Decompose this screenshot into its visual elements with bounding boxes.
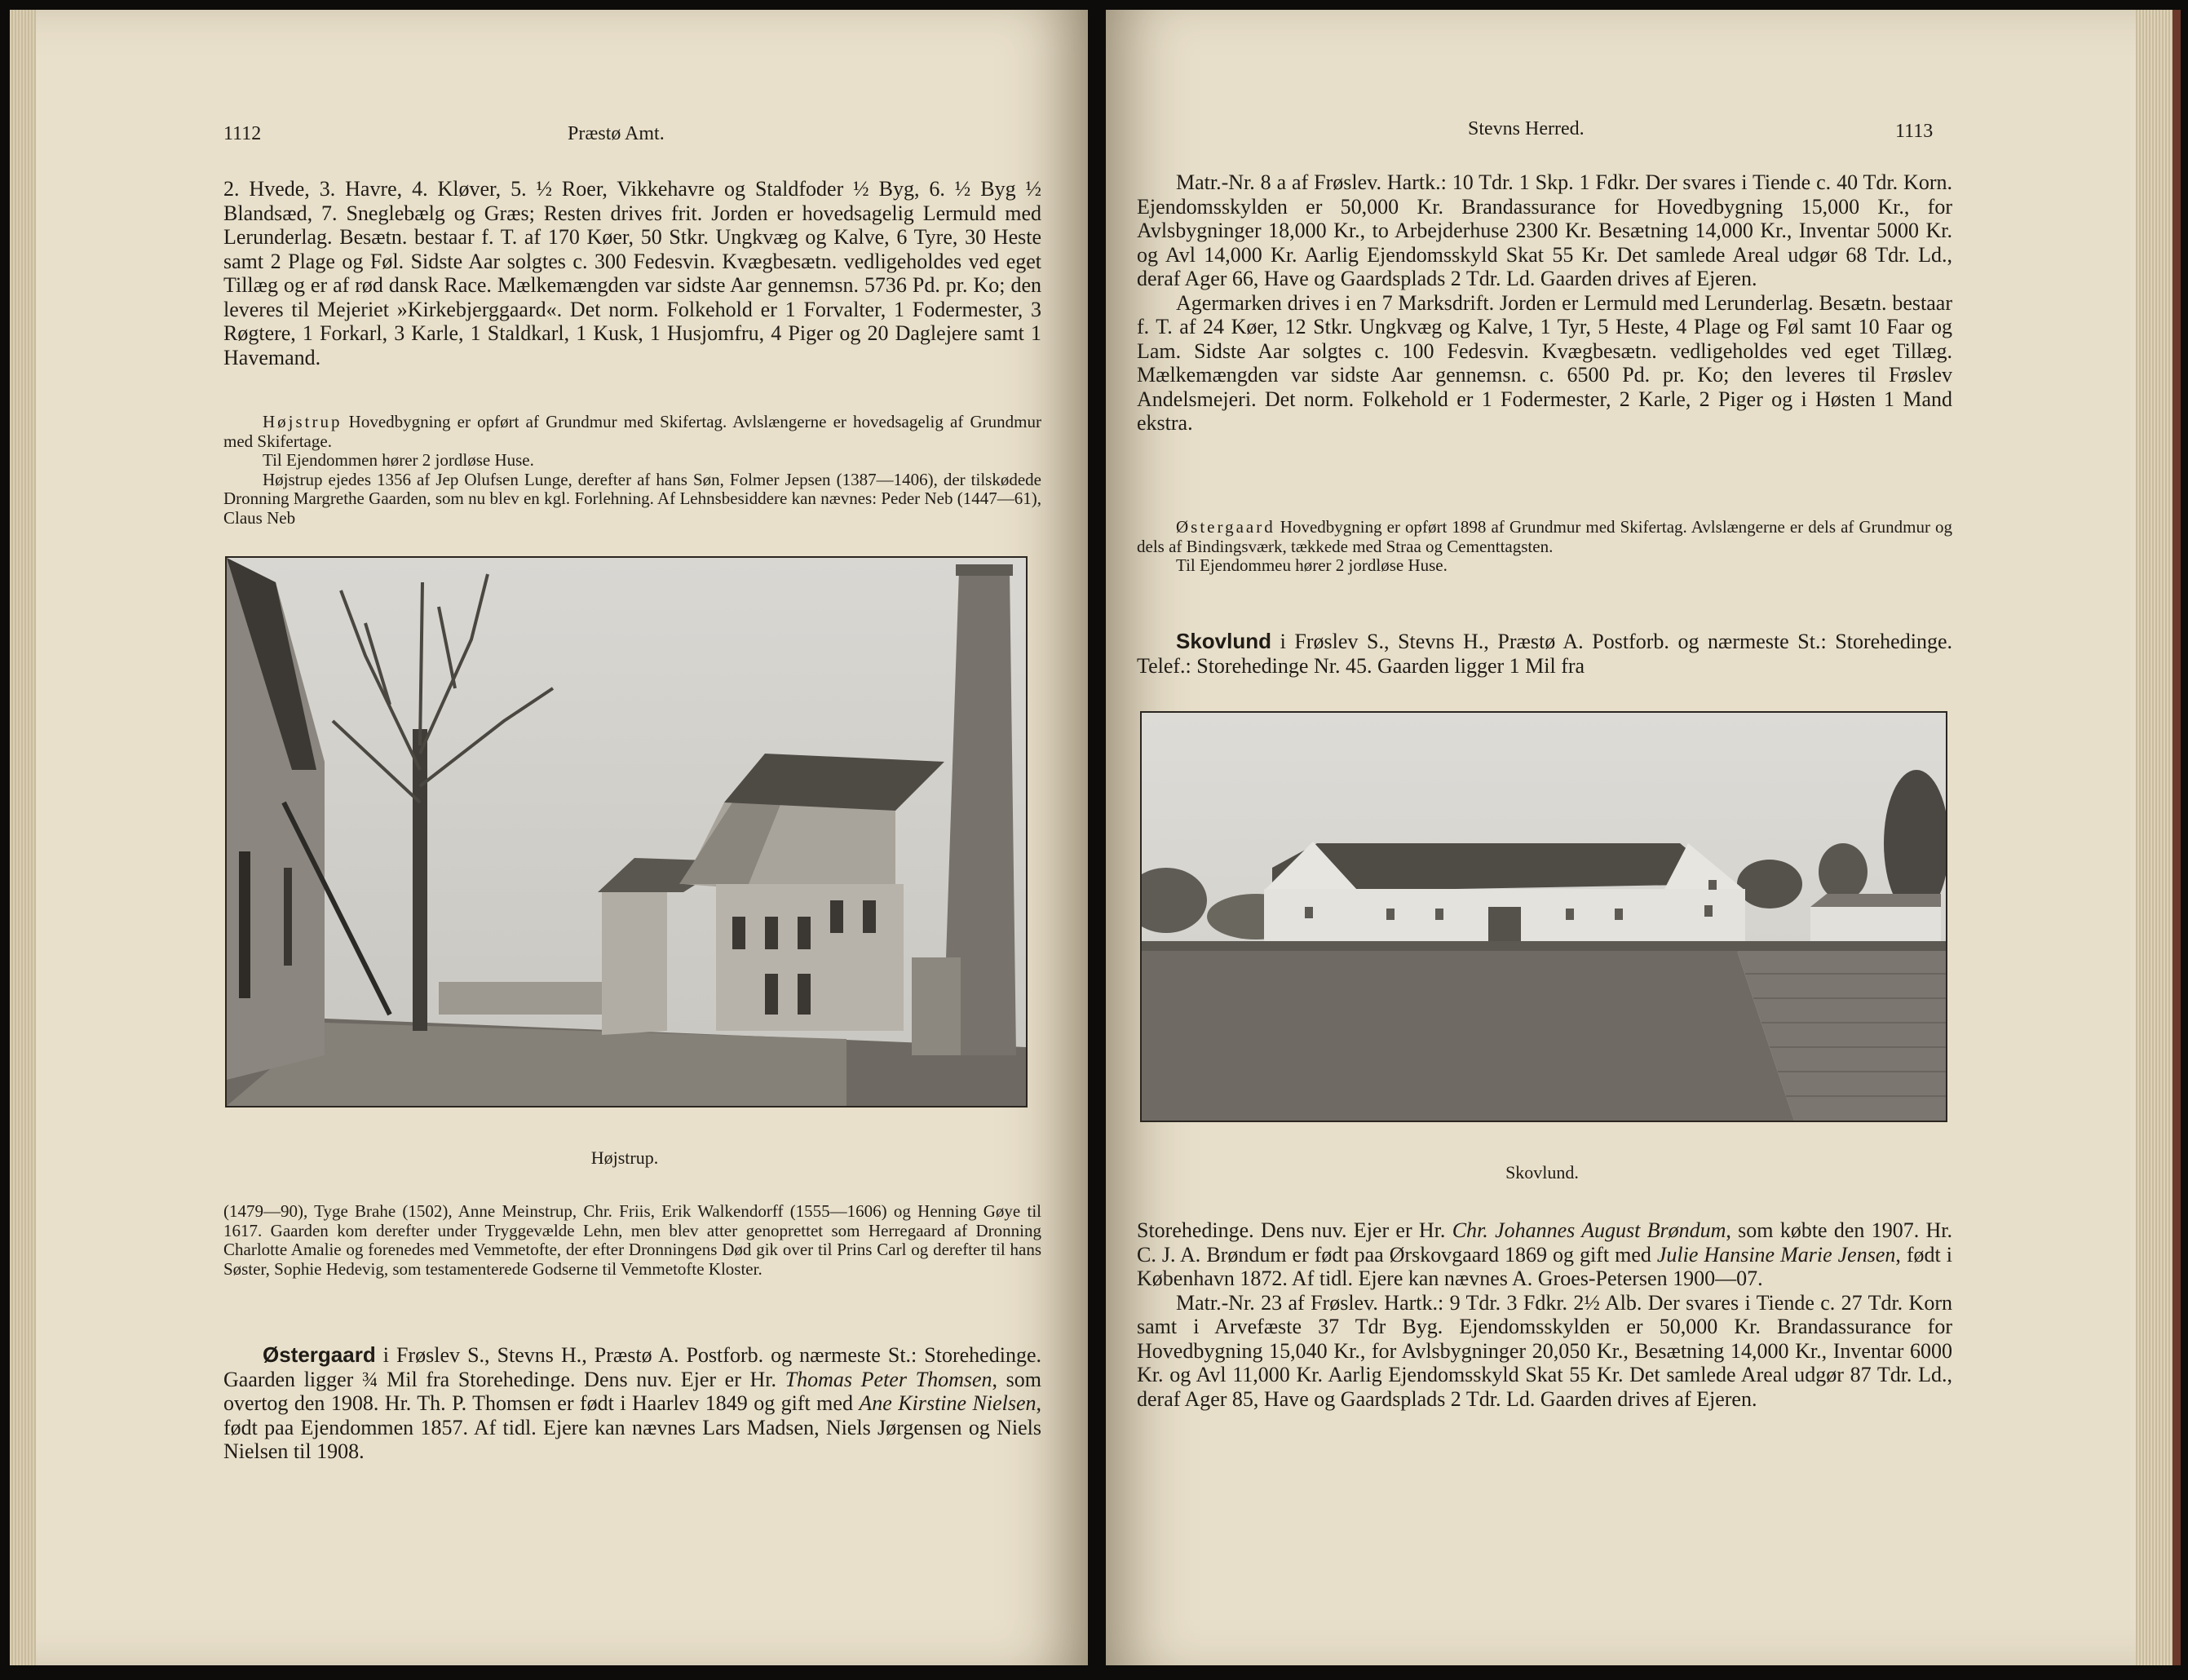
owner-name: Chr. Johannes August Brøndum xyxy=(1452,1218,1726,1242)
body-paragraph xyxy=(223,177,1041,369)
body-text xyxy=(1137,170,1952,435)
entry-title: Skovlund xyxy=(1176,629,1272,653)
photo-caption: Højstrup. xyxy=(590,1147,659,1168)
note-text: Til Ejendommeu hører 2 jordløse Huse. xyxy=(1176,555,1448,575)
page-number: 1113 xyxy=(1895,121,1934,142)
right-page xyxy=(1106,10,2181,1665)
estate-name: Højstrup xyxy=(263,412,343,431)
farmhouse-photo xyxy=(1142,713,1946,1121)
notes-block: Østergaard Hovedbygning er opført 1898 af Grundmur med Skifertag. Avlslængerne er dels af Grundmur og dels af Bindingsværk, tækkede med Straa og Cementtagsten. Til Ejendommeu hører 2 jordløse Huse. xyxy=(1137,517,1952,575)
farm-courtyard-photo xyxy=(227,558,1026,1106)
running-head: Præstø Amt. xyxy=(568,123,665,144)
notes-block xyxy=(223,413,1041,528)
notes-block xyxy=(223,1202,1041,1279)
photo-skovlund xyxy=(1140,711,1947,1122)
note-text: Til Ejendommen hører 2 jordløse Huse. xyxy=(263,450,534,470)
entry-title: Østergaard xyxy=(263,1342,376,1367)
note-text: (1479—90), Tyge Brahe (1502), Anne Meinstrup, Chr. Friis, Erik Walkendorff (1555—1606) og Henning Gøye til 1617. Gaarden kom derefter under Tryggevælde Lehn, men blev atter genoprettet som Herregaard af Dronning Charlotte Amalie og forenedes med Vemmetofte, der efter Dronningens Død gik over til Prins Carl og derefter til hans Søster, Sophie Hedevig, som testamenterede Godserne til Vemmetofte Kloster. xyxy=(223,1201,1041,1279)
spouse-name: Julie Hansine Marie Jensen xyxy=(1656,1242,1896,1267)
spouse-name: Ane Kirstine Nielsen xyxy=(859,1391,1037,1415)
page-edges xyxy=(10,10,36,1665)
photo-caption: Skovlund. xyxy=(1505,1162,1579,1183)
paragraph: Matr.-Nr. 23 af Frøslev. Hartk.: 9 Tdr. 3 Fdkr. 2½ Alb. Der svares i Tiende c. 27 Tdr. Korn samt i Arvefæste 37 Tdr Byg. Ejendomsskylden er 50,000 Kr. Brandassurance for Hovedbygning 15,040 Kr., for Avlsbygninger 20,050 Kr., Besætning 14,000 Kr., Inventar 6000 Kr. og Avl 11,000 Kr. Aarlig Ejendomsskyld Skat 55 Kr. Det samlede Areal udgør 87 Tdr. Ld., deraf Ager 85, Have og Gaardsplads 2 Tdr. Ld. Gaarden drives af Ejeren. xyxy=(1137,1290,1952,1411)
book-cover-edge xyxy=(2173,10,2181,1665)
note-text: Hovedbygning er opført af Grundmur med Skifertag. Avlslængerne er hovedsagelig af Grundmur med Skifertage. xyxy=(223,412,1041,451)
running-head: Stevns Herred. xyxy=(1468,118,1585,139)
photo-hojstrup xyxy=(225,556,1028,1107)
owner-name: Thomas Peter Thomsen xyxy=(785,1367,992,1391)
paragraph: Matr.-Nr. 8 a af Frøslev. Hartk.: 10 Tdr. 1 Skp. 1 Fdkr. Der svares i Tiende c. 40 Tdr. Korn. Ejendomsskylden er 50,000 Kr. Brandassurance for Hovedbygning 15,000 Kr., for Avlsbygninger 18,000 Kr., to Arbejderhuse 2300 Kr. Besætning 14,000 Kr., Inventar 5000 Kr. og Avl 14,000 Kr. Aarlig Ejendomsskyld Skat 55 Kr. Det samlede Areal udgør 68 Tdr. Ld., deraf Ager 66, Have og Gaardsplads 2 Tdr. Ld. Gaarden drives af Ejeren. xyxy=(1137,170,1952,290)
paragraph: Agermarken drives i en 7 Marksdrift. Jorden er Lermuld med Lerunderlag. Besætn. bestaar f. T. af 24 Køer, 12 Stkr. Ungkvæg og Kalve, 1 Tyr, 5 Heste, 4 Plage og Føl samt 10 Faar og Lam. Sidste Aar solgtes c. 100 Fedesvin. Kvægbesætn. vedligeholdes ved eget Tillæg. Mælkemængden var sidste Aar gennemsn. c. 6500 Pd. pr. Ko; den leveres til Frøslev Andelsmejeri. Det norm. Folkehold er 1 Fodermester, 2 Karle, 2 Piger og i Høsten 1 Mand ekstra. xyxy=(1137,290,1952,435)
entry-ostergaard: Østergaard i Frøslev S., Stevns H., Præstø A. Postforb. og nærmeste St.: Storehedinge. Gaarden ligger ¾ Mil fra Storehedinge. Dens nuv. Ejer er Hr. Thomas Peter Thomsen, som overtog den 1908. Hr. Th. P. Thomsen er født i Haarlev 1849 og gift med Ane Kirstine Nielsen, født paa Ejendommen 1857. Af tidl. Ejere kan nævnes Lars Madsen, Niels Jørgensen og Niels Nielsen til 1908. xyxy=(223,1342,1041,1463)
entry-skovlund: Skovlund i Frøslev S., Stevns H., Præstø A. Postforb. og nærmeste St.: Storehedinge. Telef.: Storehedinge Nr. 45. Gaarden ligger 1 Mil fra xyxy=(1137,629,1952,678)
left-page xyxy=(10,10,1088,1665)
note-text: Højstrup ejedes 1356 af Jep Olufsen Lunge, derefter af hans Søn, Folmer Jepsen (1387—1406), der tilskødede Dronning Margrethe Gaarden, som nu blev en kgl. Forlehning. Af Lehnsbesiddere kan nævnes: Peder Neb (1447—61), Claus Neb xyxy=(223,469,1041,528)
body-text: Storehedinge. Dens nuv. Ejer er Hr. Chr. Johannes August Brøndum, som købte den 1907. Hr. C. J. A. Brøndum er født paa Ørskovgaard 1869 og gift med Julie Hansine Marie Jensen, født i København 1872. Af tidl. Ejere kan nævnes A. Groes-Petersen 1900—07. Matr.-Nr. 23 af Frøslev. Hartk.: 9 Tdr. 3 Fdkr. 2½ Alb. Der svares i Tiende c. 27 Tdr. Korn samt i Arvefæste 37 Tdr Byg. Ejendomsskylden er 50,000 Kr. Brandassurance for Hovedbygning 15,040 Kr., for Avlsbygninger 20,050 Kr., Besætning 14,000 Kr., Inventar 6000 Kr. og Avl 11,000 Kr. Aarlig Ejendomsskyld Skat 55 Kr. Det samlede Areal udgør 87 Tdr. Ld., deraf Ager 85, Have og Gaardsplads 2 Tdr. Ld. Gaarden drives af Ejeren. xyxy=(1137,1218,1952,1411)
page-number: 1112 xyxy=(223,123,262,144)
estate-name: Østergaard xyxy=(1176,517,1275,537)
paragraph: 2. Hvede, 3. Havre, 4. Kløver, 5. ½ Roer, Vikkehavre og Staldfoder ½ Byg, 6. ½ Byg ½ Blandsæd, 7. Sneglebælg og Græs; Resten drives frit. Jorden er hovedsagelig Lermuld med Lerunderlag. Besætn. bestaar f. T. af 170 Køer, 50 Stkr. Ungkvæg og Kalve, 6 Tyre, 30 Heste samt 2 Plage og Føl. Sidste Aar solgtes c. 300 Fedesvin. Kvægbesætn. vedligeholdes ved eget Tillæg og er af rød dansk Race. Mælkemængden var sidste Aar gennemsn. 5736 Pd. pr. Ko; den leveres til Mejeriet »Kirkebjerggaard«. Det norm. Folkehold er 1 Forvalter, 1 Fodermester, 3 Røgtere, 1 Forkarl, 3 Karle, 1 Staldkarl, 1 Kusk, 1 Husjomfru, 4 Piger og 20 Daglejere samt 1 Havemand. xyxy=(223,177,1041,369)
